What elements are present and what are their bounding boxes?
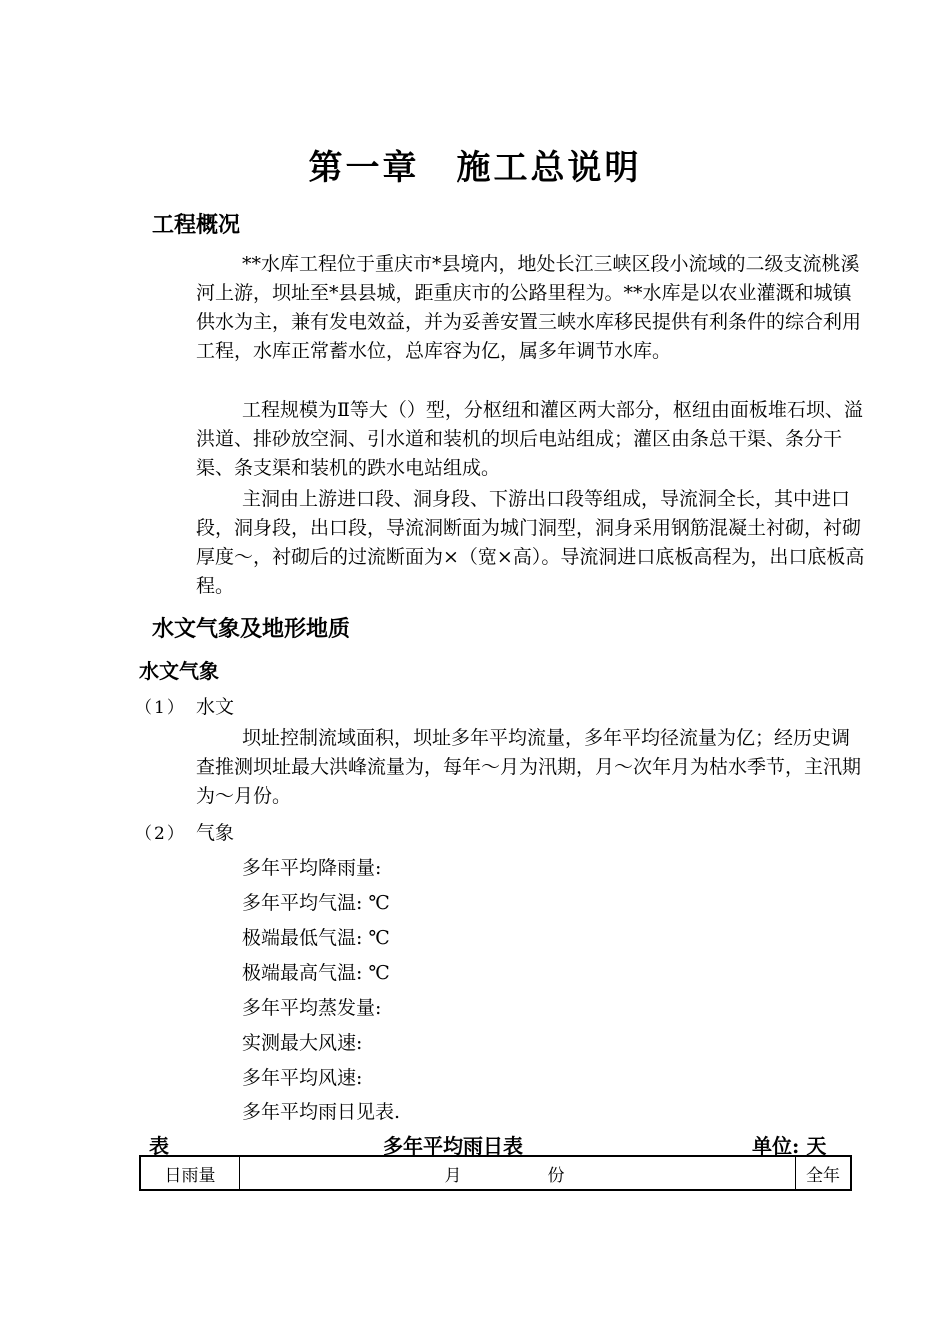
rain-days-table [139, 1155, 852, 1191]
hydrology-paragraph [196, 724, 866, 811]
table-header-month [240, 1156, 796, 1190]
table-unit: 单位: 天 [752, 1134, 827, 1158]
table-caption: 多年平均雨日表 [383, 1134, 523, 1158]
paragraph-text: 主洞由上游进口段、洞身段、下游出口段等组成，导流洞全长，其中进口段，洞身段，出口段，导流洞断面为城门洞型，洞身采用钢筋混凝土衬砌，衬砌厚度～，衬砌后的过流断面为×（宽×高）。导流洞进口底板高程为，出口底板高程。 [196, 488, 865, 597]
meteo-line: 多年平均降雨量: [242, 857, 382, 879]
table-header-row [140, 1156, 851, 1190]
meteo-line: 实测最大风速: [242, 1032, 363, 1054]
paragraph-text: **水库工程位于重庆市*县境内，地处长江三峡区段小流域的二级支流桃溪河上游，坝址至*县县城，距重庆市的公路里程为。**水库是以农业灌溉和城镇供水为主，兼有发电效益，并为妥善安置三峡水库移民提供有利条件的综合利用工程，水库正常蓄水位，总库容为亿，属多年调节水库。 [196, 253, 862, 362]
overview-paragraph-3 [196, 485, 866, 601]
table-header-month-label: 月份 [444, 1165, 651, 1186]
table-header-daily-rain: 日雨量 [140, 1156, 240, 1190]
meteo-line: 多年平均风速: [242, 1067, 363, 1089]
paragraph-text: 工程规模为Ⅱ等大（）型，分枢纽和灌区两大部分，枢纽由面板堆石坝、溢洪道、排砂放空洞、引水道和装机的坝后电站组成；灌区由条总干渠、条分干渠、条支渠和装机的跌水电站组成。 [196, 399, 863, 479]
section-heading-overview: 工程概况 [152, 212, 241, 238]
item-number-1: （1） [135, 698, 186, 718]
overview-paragraph-1 [196, 250, 866, 366]
paragraph-text: 坝址控制流域面积，坝址多年平均流量，多年平均径流量为亿；经历史调查推测坝址最大洪峰流量为，每年～月为汛期，月～次年月为枯水季节，主汛期为～月份。 [196, 727, 862, 807]
section-heading-hydrology-geology: 水文气象及地形地质 [152, 616, 351, 642]
table-header-year: 全年 [796, 1156, 852, 1190]
item-label-meteorology: 气象 [196, 822, 235, 844]
meteo-line: 极端最低气温: ℃ [242, 927, 390, 949]
meteo-line: 多年平均蒸发量: [242, 997, 382, 1019]
chapter-title: 第一章 施工总说明 [308, 148, 642, 188]
sub-heading-hydrometeorology: 水文气象 [139, 659, 219, 683]
meteo-line: 极端最高气温: ℃ [242, 962, 390, 984]
table-label: 表 [149, 1134, 169, 1158]
overview-paragraph-2 [196, 396, 866, 483]
meteo-line: 多年平均雨日见表. [242, 1101, 401, 1123]
meteo-line: 多年平均气温: ℃ [242, 892, 390, 914]
item-number-2: （2） [135, 824, 186, 844]
item-label-hydrology: 水文 [196, 696, 235, 718]
